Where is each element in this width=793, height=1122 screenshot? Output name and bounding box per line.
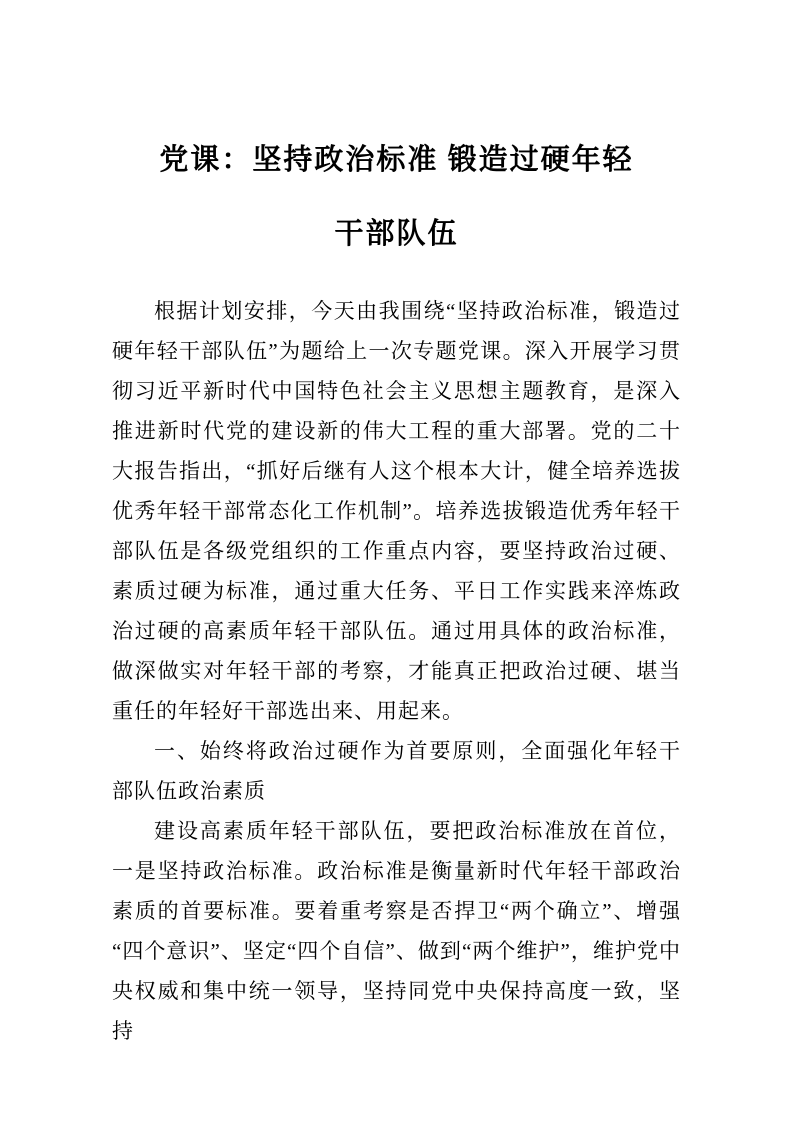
paragraph-section-heading: 一、始终将政治过硬作为首要原则，全面强化年轻干部队伍政治素质 [112,738,681,803]
document-title-line-1: 党课：坚持政治标准 锻造过硬年轻 [159,144,634,177]
paragraph-section-body: 建设高素质年轻干部队伍，要把政治标准放在首位，一是坚持政治标准。政治标准是衡量新时代年轻干部政治素质的首要标准。要着重考察是否捍卫“两个确立”、增强“四个意识”、坚定“四个自信”、做到“两个维护”，维护党中央权威和集中统一领导，坚持同党中央保持高度一致，坚持 [112,818,681,1043]
document-title-line-2: 干部队伍 [334,218,459,251]
paragraph-intro: 根据计划安排，今天由我围绕“坚持政治标准，锻造过硬年轻干部队伍”为题给上一次专题党课。深入开展学习贯彻习近平新时代中国特色社会主义思想主题教育，是深入推进新时代党的建设新的伟大工程的重大部署。党的二十大报告指出，“抓好后继有人这个根本大计，健全培养选拔优秀年轻干部常态化工作机制”。培养选拔锻造优秀年轻干部队伍是各级党组织的工作重点内容，要坚持政治过硬、素质过硬为标准，通过重大任务、平日工作实践来淬炼政治过硬的高素质年轻干部队伍。通过用具体的政治标准，做深做实对年轻干部的考察，才能真正把政治过硬、堪当重任的年轻好干部选出来、用起来。 [112,298,681,723]
document-body [112,291,681,1051]
document-title [112,123,681,271]
